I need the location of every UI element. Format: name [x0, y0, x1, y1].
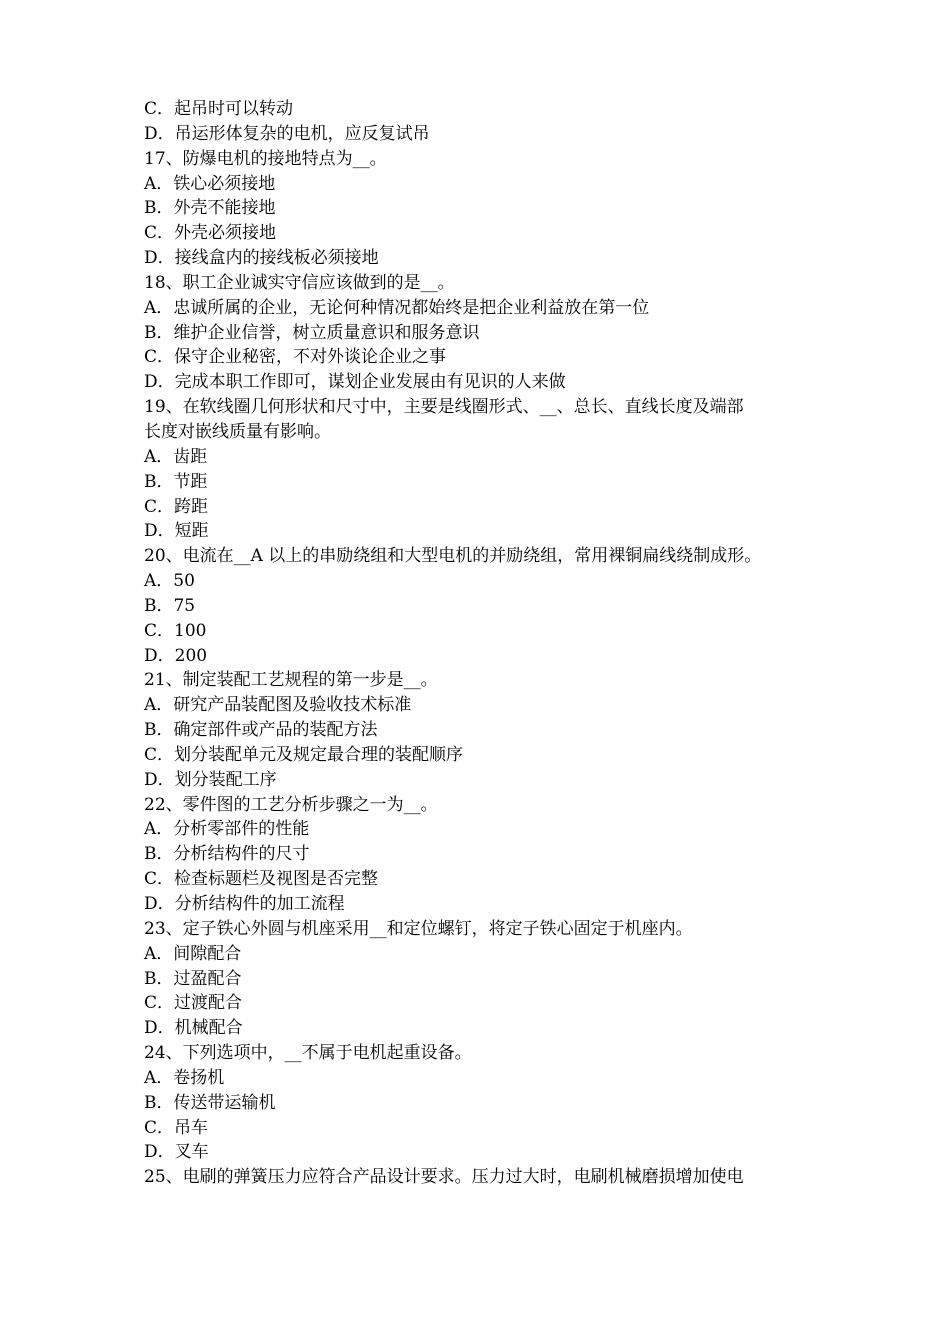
text-line: 22、零件图的工艺分析步骤之一为__。	[144, 794, 438, 815]
text-line: A．研究产品装配图及验收技术标准	[144, 695, 412, 716]
text-line: C．吊车	[144, 1117, 209, 1138]
text-line: B．节距	[144, 471, 208, 492]
text-line: B．维护企业信誉，树立质量意识和服务意识	[144, 322, 480, 343]
text-line: C．100	[144, 620, 207, 641]
text-line: D．200	[144, 645, 208, 666]
text-line: 18、职工企业诚实守信应该做到的是__。	[144, 272, 455, 293]
text-line: D．划分装配工序	[144, 769, 277, 790]
text-line: C．保守企业秘密，不对外谈论企业之事	[144, 347, 447, 368]
text-line: B．确定部件或产品的装配方法	[144, 720, 378, 741]
text-line: B．传送带运输机	[144, 1092, 276, 1113]
text-line: D．分析结构件的加工流程	[144, 894, 345, 914]
text-line: 20、电流在__A 以上的串励绕组和大型电机的并励绕组，常用裸铜扁线绕制成形。	[144, 546, 762, 567]
text-line: 17、防爆电机的接地特点为__。	[144, 148, 387, 169]
document-body	[144, 97, 816, 1190]
text-line: 25、电刷的弹簧压力应符合产品设计要求。压力过大时，电刷机械磨损增加使电	[144, 1167, 744, 1188]
text-line: D．机械配合	[144, 1018, 243, 1039]
text-line: D．短距	[144, 521, 209, 542]
text-line: 23、定子铁心外圆与机座采用__和定位螺钉，将定子铁心固定于机座内。	[144, 918, 693, 939]
text-line: C．起吊时可以转动	[144, 99, 294, 119]
text-line: A．50	[144, 571, 195, 592]
text-line: 21、制定装配工艺规程的第一步是__。	[144, 670, 438, 691]
text-line: B．分析结构件的尺寸	[144, 844, 310, 865]
text-line: A．分析零部件的性能	[144, 819, 310, 840]
text-line: C．过渡配合	[144, 993, 243, 1014]
text-line: A．铁心必须接地	[144, 173, 276, 194]
text-line: B．外壳不能接地	[144, 198, 276, 219]
text-line: 19、在软线圈几何形状和尺寸中，主要是线圈形式、__、总长、直线长度及端部	[144, 397, 744, 418]
text-line: D．吊运形体复杂的电机，应反复试吊	[144, 123, 430, 144]
text-line: C．跨距	[144, 496, 209, 517]
text-line: D．叉车	[144, 1142, 209, 1163]
text-line: 长度对嵌线质量有影响。	[144, 421, 331, 442]
text-line: A．齿距	[144, 446, 208, 467]
text-line: A．卷扬机	[144, 1067, 225, 1088]
text-line: B．过盈配合	[144, 968, 242, 989]
text-line: D．接线盒内的接线板必须接地	[144, 248, 379, 269]
text-line: A．间隙配合	[144, 943, 242, 964]
text-line: C．划分装配单元及规定最合理的装配顺序	[144, 744, 464, 765]
text-line: 24、下列选项中，__不属于电机起重设备。	[144, 1043, 472, 1064]
text-line: C．检查标题栏及视图是否完整	[144, 869, 379, 890]
text-line: B．75	[144, 595, 196, 616]
text-line: C．外壳必须接地	[144, 223, 277, 244]
text-line: D．完成本职工作即可，谋划企业发展由有见识的人来做	[144, 372, 566, 393]
text-line: A．忠诚所属的企业，无论何种情况都始终是把企业利益放在第一位	[144, 297, 650, 318]
